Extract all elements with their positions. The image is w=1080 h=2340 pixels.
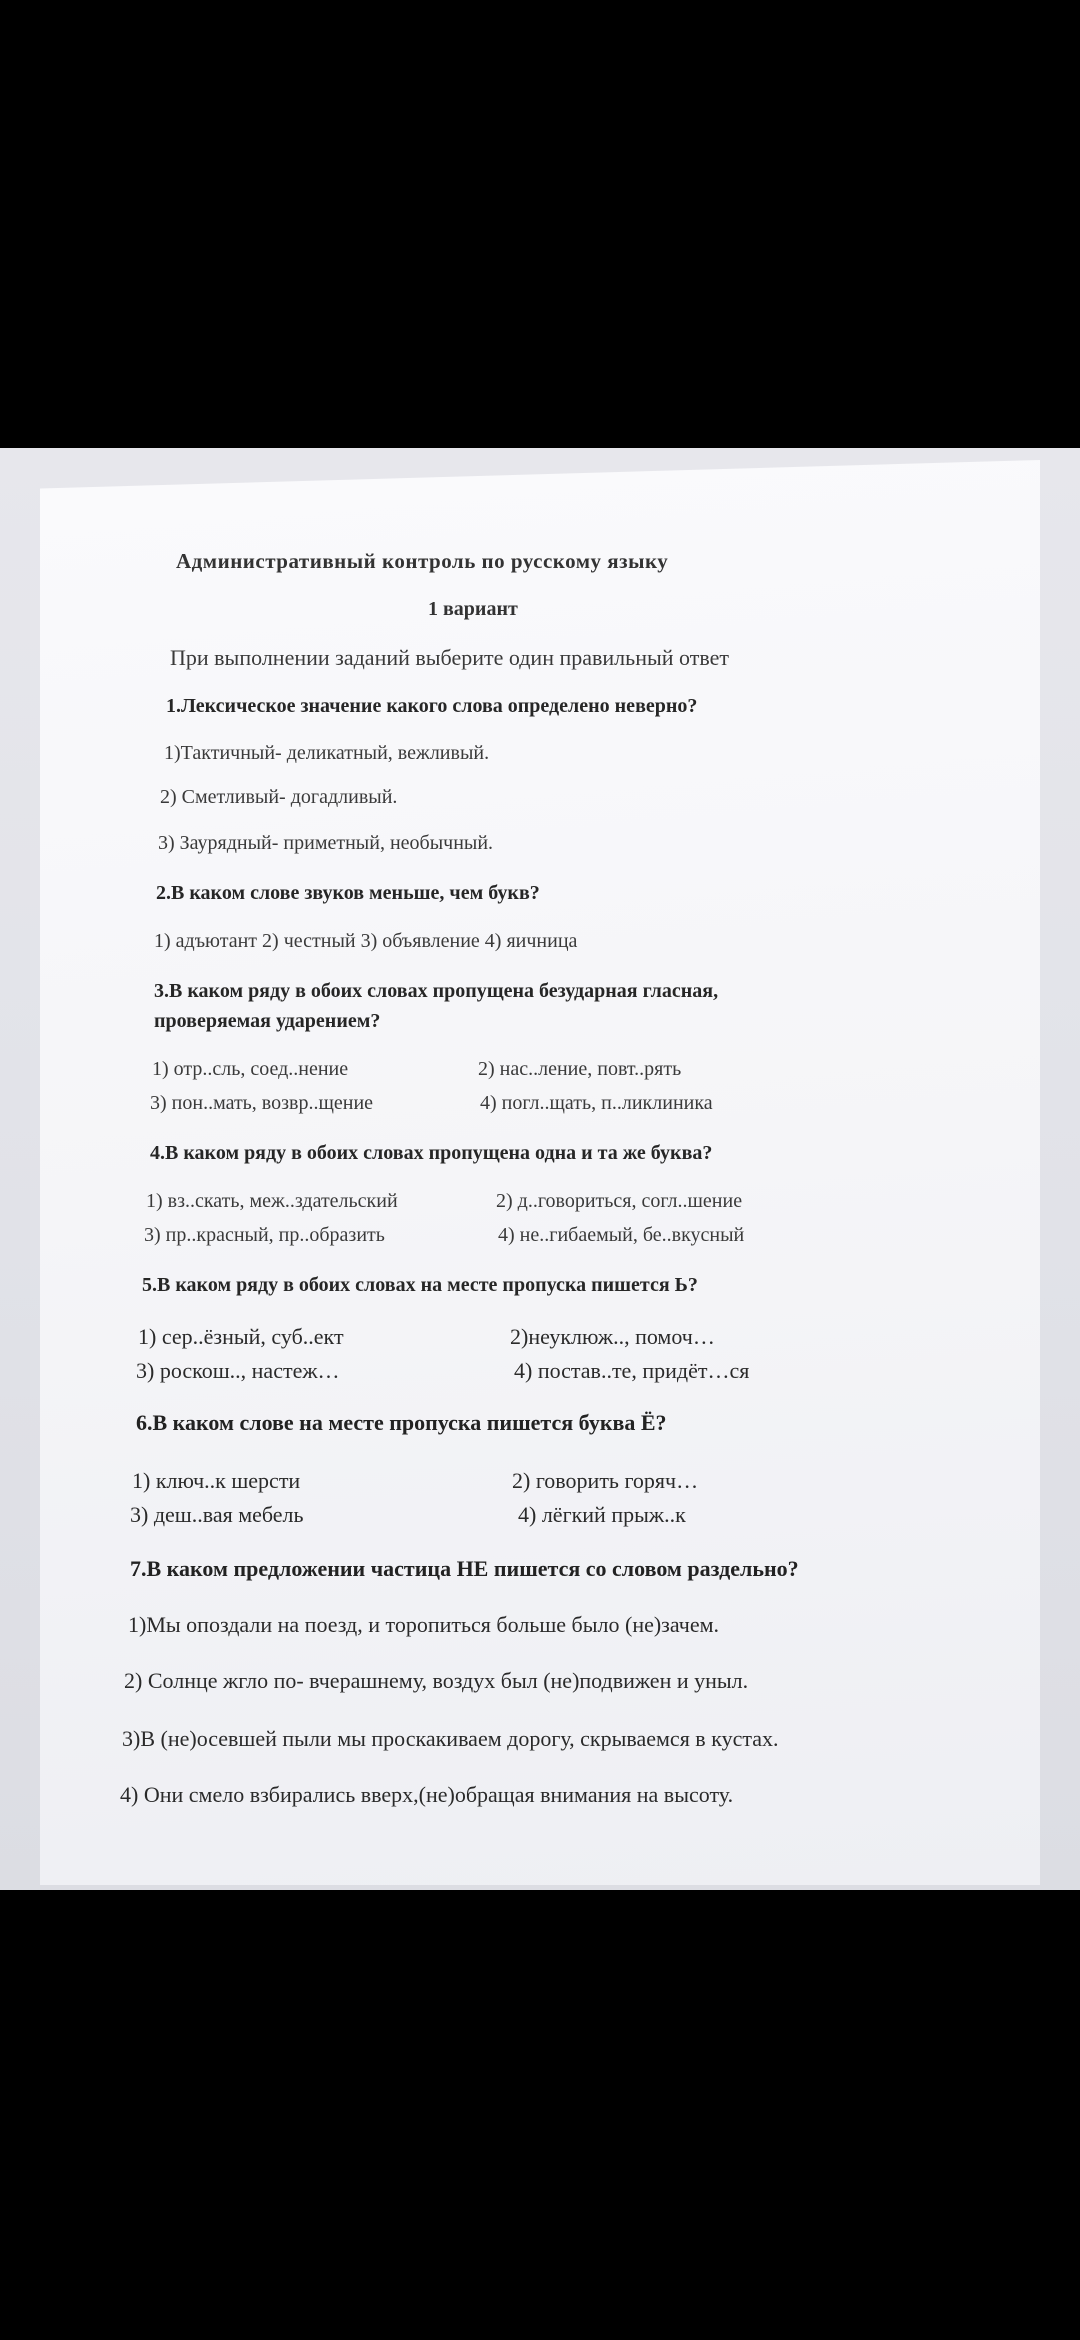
q6-option-4: 4) лёгкий прыж..к xyxy=(518,1502,686,1527)
q4-option-2: 2) д..говориться, согл..шение xyxy=(496,1190,743,1212)
question-1: 1.Лексическое значение какого слова определено неверно? xyxy=(166,695,698,717)
q3-option-2: 2) нас..ление, повт..рять xyxy=(478,1058,682,1080)
q6-option-3: 3) деш..вая мебель xyxy=(130,1502,304,1527)
q5-option-2: 2)неуклюж.., помоч… xyxy=(510,1324,715,1349)
q5-option-4: 4) постав..те, придёт…ся xyxy=(514,1358,750,1383)
document-title: Административный контроль по русскому языку xyxy=(176,549,669,573)
question-2: 2.В каком слове звуков меньше, чем букв? xyxy=(156,882,540,904)
q3-option-1: 1) отр..сль, соед..нение xyxy=(152,1058,349,1080)
q7-option-3: 3)В (не)осевшей пыли мы проскакиваем дорогу, скрываемся в кустах. xyxy=(122,1726,779,1751)
question-3-line-2: проверяемая ударением? xyxy=(154,1010,381,1032)
q5-option-1: 1) сер..ёзный, суб..ект xyxy=(138,1324,344,1349)
q6-option-2: 2) говорить горяч… xyxy=(512,1468,699,1493)
q2-options: 1) адъютант 2) честный 3) объявление 4) яичница xyxy=(154,930,578,952)
q3-option-3: 3) пон..мать, возвр..щение xyxy=(150,1092,374,1114)
question-3-line-1: 3.В каком ряду в обоих словах пропущена безударная гласная, xyxy=(154,980,719,1002)
question-6: 6.В каком слове на месте пропуска пишется буква Ё? xyxy=(136,1410,667,1435)
question-7: 7.В каком предложении частица НЕ пишется со словом раздельно? xyxy=(130,1556,799,1581)
q5-option-3: 3) роскош.., настеж… xyxy=(136,1358,340,1383)
q6-option-1: 1) ключ..к шерсти xyxy=(132,1468,301,1493)
q7-option-4: 4) Они смело взбирались вверх,(не)обращая внимания на высоту. xyxy=(120,1782,734,1807)
q4-option-4: 4) не..гибаемый, бе..вкусный xyxy=(498,1224,745,1246)
q7-option-1: 1)Мы опоздали на поезд, и торопиться больше было (не)зачем. xyxy=(128,1612,720,1637)
q4-option-3: 3) пр..красный, пр..образить xyxy=(144,1224,385,1246)
question-5: 5.В каком ряду в обоих словах на месте пропуска пишется Ь? xyxy=(142,1274,698,1296)
q4-option-1: 1) вз..скать, меж..здательский xyxy=(146,1190,398,1212)
question-4: 4.В каком ряду в обоих словах пропущена одна и та же буква? xyxy=(150,1142,713,1164)
q1-option-1: 1)Тактичный- деликатный, вежливый. xyxy=(164,742,490,764)
instruction-text: При выполнении заданий выберите один правильный ответ xyxy=(170,645,729,670)
q7-option-2: 2) Солнце жгло по- вчерашнему, воздух был (не)подвижен и уныл. xyxy=(124,1668,749,1693)
q1-option-2: 2) Сметливый- догадливый. xyxy=(160,786,398,808)
q3-option-4: 4) погл..щать, п..ликлиника xyxy=(480,1092,713,1114)
q1-option-3: 3) Заурядный- приметный, необычный. xyxy=(158,832,494,854)
variant-label: 1 вариант xyxy=(428,598,518,620)
